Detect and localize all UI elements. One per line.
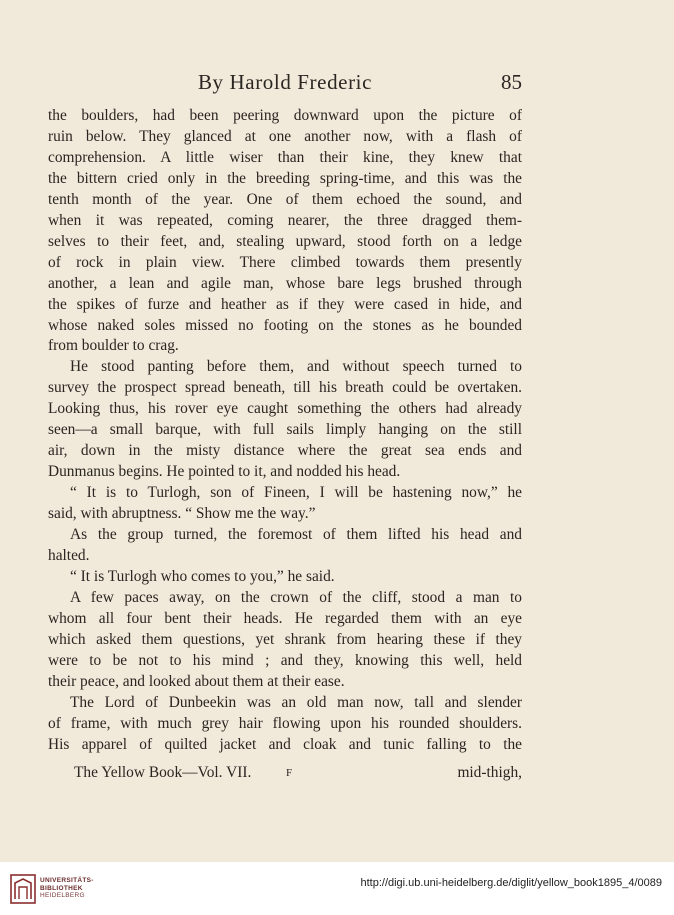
text-line: from boulder to crag. xyxy=(48,337,179,355)
page-footer xyxy=(74,764,522,786)
library-name-line-3: HEIDELBERG xyxy=(40,892,85,899)
text-line: He stood panting before them, and without speech turned to xyxy=(70,358,522,376)
text-line: Looking thus, his rover eye caught something the others had already xyxy=(48,400,522,418)
text-line: ruin below. They glanced at one another now, with a flash of xyxy=(48,127,522,145)
digitization-bar xyxy=(0,862,674,915)
signature-mark: F xyxy=(286,767,294,779)
text-line: the bittern cried only in the breeding spring-time, and this was the xyxy=(48,169,522,187)
text-line: another, a lean and agile man, whose bare legs brushed through xyxy=(48,274,522,292)
text-line: survey the prospect spread beneath, till his breath could be overtaken. xyxy=(48,379,522,397)
text-line: seen—a small barque, with full sails limply hanging on the still xyxy=(48,421,522,439)
library-name-line-1: UNIVERSITÄTS- xyxy=(40,877,94,884)
text-line: were to be not to his mind ; and they, knowing this well, held xyxy=(48,651,522,669)
text-line: The Lord of Dunbeekin was an old man now, tall and slender xyxy=(70,693,522,711)
text-line: comprehension. A little wiser than their kine, they knew that xyxy=(48,148,522,166)
page-number: 85 xyxy=(501,70,522,94)
text-line: As the group turned, the foremost of them lifted his head and xyxy=(70,526,522,544)
text-line: of rock in plain view. There climbed towards them presently xyxy=(48,253,522,271)
text-line: which asked them questions, yet shrank from hearing these if they xyxy=(48,630,522,648)
text-line: whose naked soles missed no footing on the stones as he bounded xyxy=(48,316,522,334)
text-line: the boulders, had been peering downward upon the picture of xyxy=(48,107,522,124)
source-url-link[interactable]: http://digi.ub.uni-heidelberg.de/diglit/yellow_book1895_4/0089 xyxy=(360,877,662,889)
footer-volume: The Yellow Book—Vol. VII. xyxy=(74,764,252,781)
running-head xyxy=(48,70,522,98)
text-line: said, with abruptness. “ Show me the way.” xyxy=(48,505,316,523)
text-line: “ It is Turlogh who comes to you,” he said. xyxy=(70,567,335,585)
text-line: halted. xyxy=(48,547,90,565)
library-name xyxy=(40,877,94,900)
text-line: the spikes of furze and heather as if they were cased in hide, and xyxy=(48,295,522,313)
text-line: whom all four bent their heads. He regarded them with an eye xyxy=(48,609,522,627)
text-line: A few paces away, on the crown of the cliff, stood a man to xyxy=(70,588,522,606)
text-line: selves to their feet, and, stealing upward, stood forth on a ledge xyxy=(48,232,522,250)
library-logo-icon xyxy=(10,874,36,904)
library-name-line-2: BIBLIOTHEK xyxy=(40,884,83,892)
text-line: when it was repeated, coming nearer, the three dragged them- xyxy=(48,211,522,229)
running-title: By Harold Frederic xyxy=(197,70,373,94)
text-line: Dunmanus begins. He pointed to it, and nodded his head. xyxy=(48,463,401,481)
text-line: air, down in the misty distance where the great sea ends and xyxy=(48,442,522,460)
text-line: “ It is to Turlogh, son of Fineen, I will be hastening now,” he xyxy=(70,484,522,502)
text-line: His apparel of quilted jacket and cloak and tunic falling to the xyxy=(48,735,522,753)
catchword: mid-thigh, xyxy=(457,764,522,781)
text-line: tenth month of the year. One of them echoed the sound, and xyxy=(48,190,522,208)
text-line: of frame, with much grey hair flowing upon his rounded shoulders. xyxy=(48,714,522,732)
text-line: their peace, and looked about them at their ease. xyxy=(48,672,345,690)
body-text xyxy=(48,106,522,756)
